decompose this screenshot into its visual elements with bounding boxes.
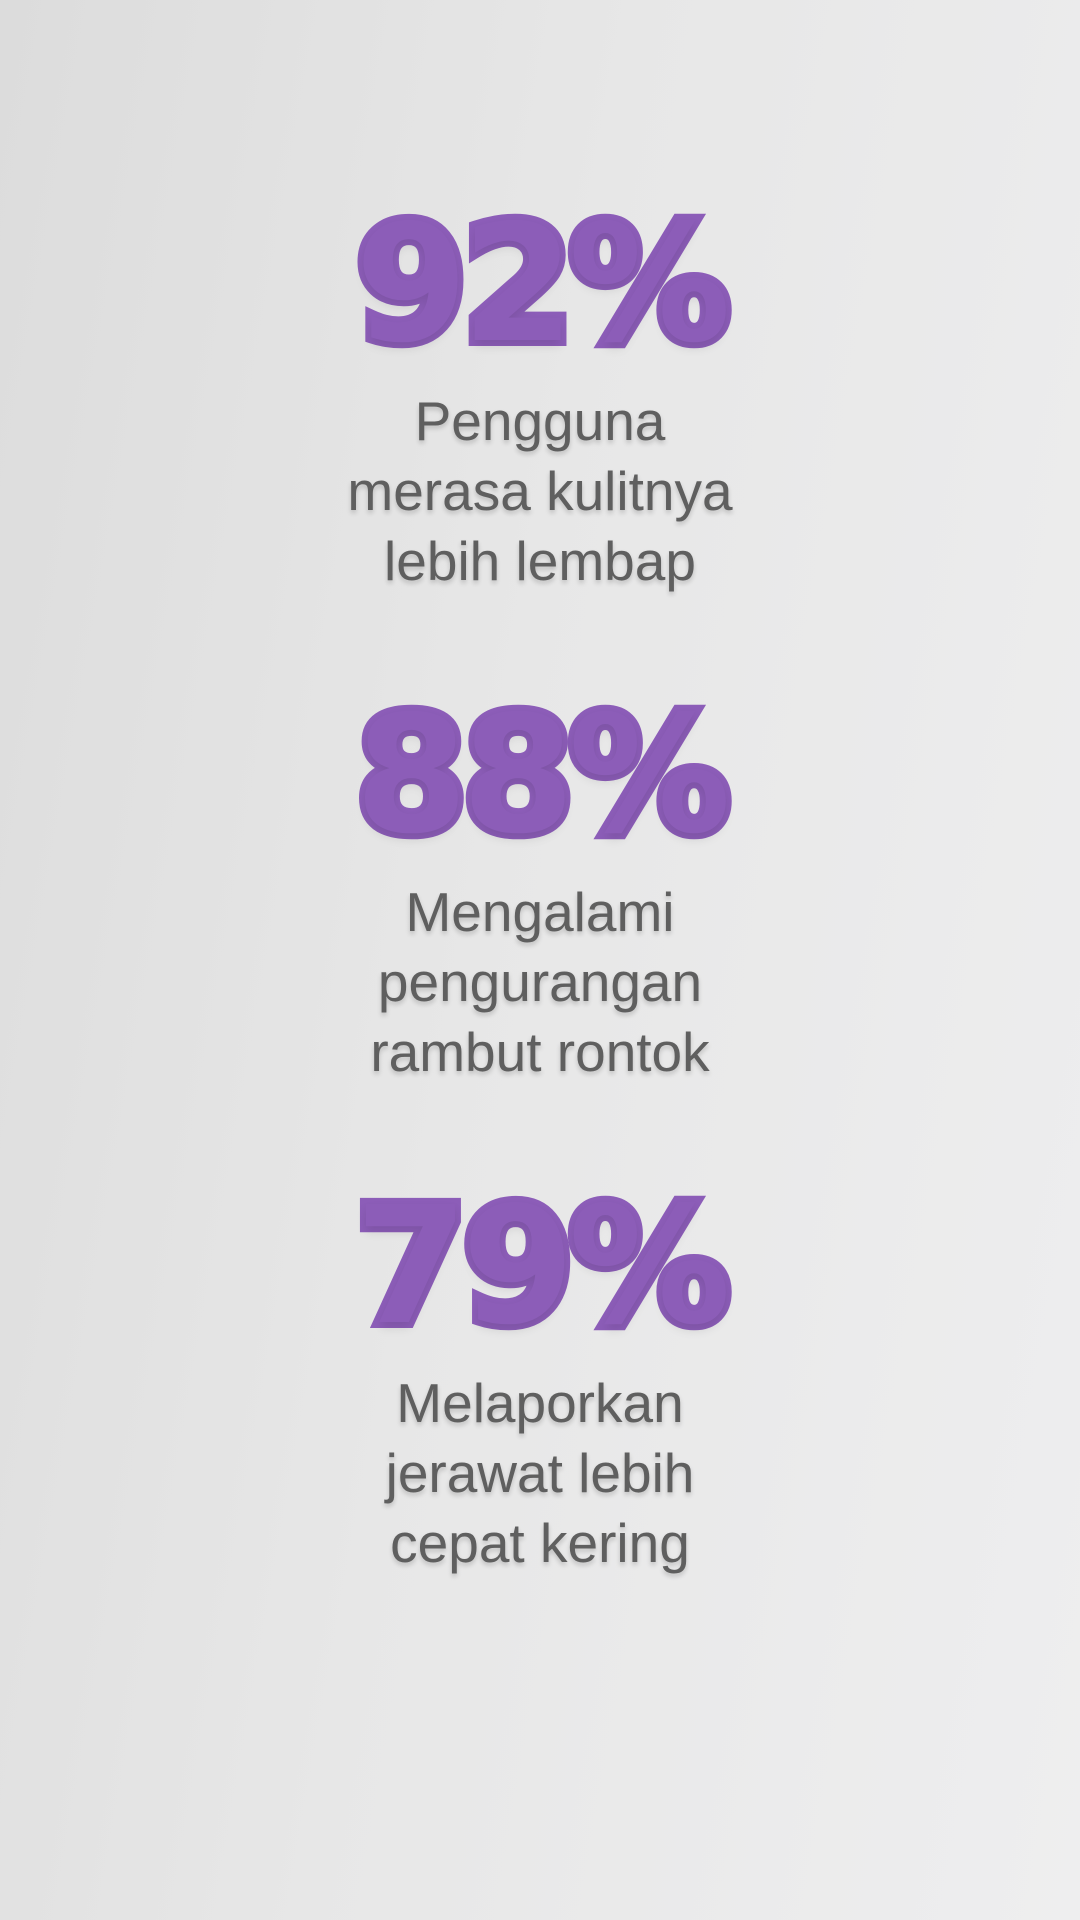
stat-value: 88% bbox=[355, 682, 725, 870]
stat-block-moisture bbox=[347, 191, 733, 596]
stat-label bbox=[386, 1368, 695, 1578]
stat-value: 79% bbox=[355, 1173, 725, 1361]
stat-label-line: merasa kulitnya bbox=[347, 460, 733, 522]
stat-block-acne bbox=[355, 1173, 725, 1578]
stat-label-line: jerawat lebih bbox=[385, 1442, 695, 1504]
stat-label-line: pengurangan bbox=[377, 951, 703, 1013]
stat-label-line: cepat kering bbox=[390, 1512, 690, 1574]
stat-label-line: Pengguna bbox=[414, 390, 666, 452]
stat-label-line: Mengalami bbox=[405, 881, 675, 943]
stat-label bbox=[370, 877, 709, 1087]
stat-label bbox=[347, 386, 732, 596]
stat-label-line: Melaporkan bbox=[396, 1372, 684, 1434]
stat-value: 92% bbox=[355, 191, 725, 379]
stat-label-line: lebih lembap bbox=[384, 530, 696, 592]
stat-label-line: rambut rontok bbox=[370, 1021, 710, 1083]
stat-block-hairfall bbox=[355, 682, 725, 1087]
